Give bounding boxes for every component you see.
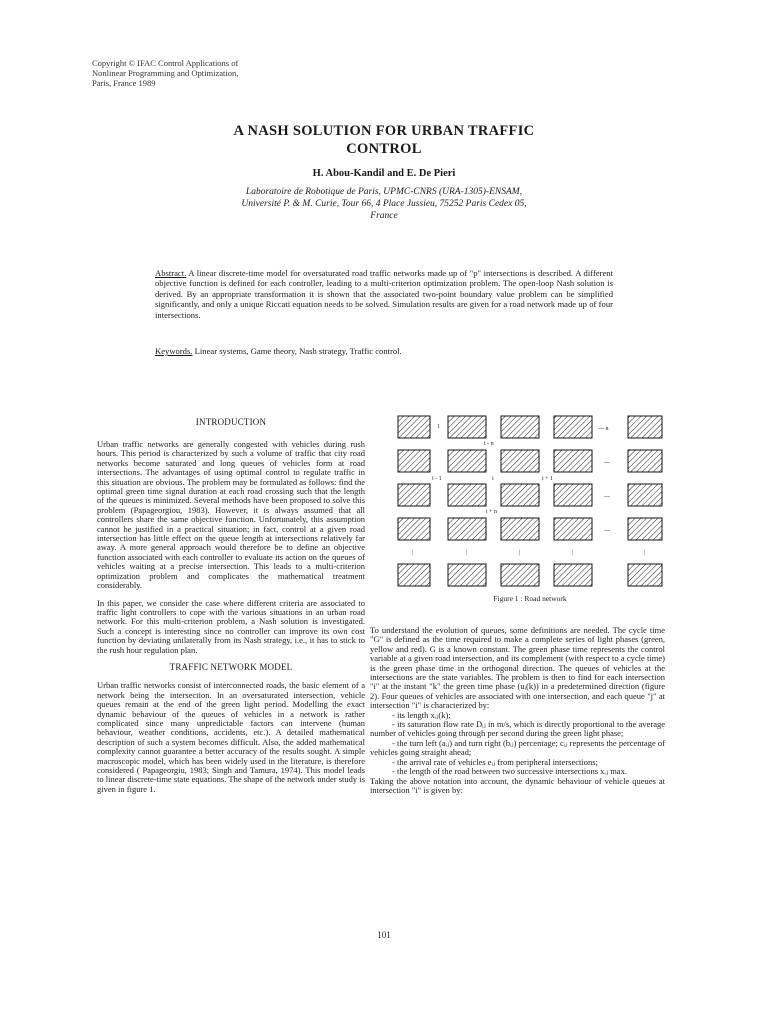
figure-label-1: 1 <box>437 424 440 430</box>
affiliation-line: Laboratoire de Robotique de Paris, UPMC-CNRS (URA-1305)-ENSAM, <box>245 187 523 197</box>
definition-item: - its saturation flow rate Dᵢⱼ in m/s, which is directly proportional to the average number of vehicles going through per second during the green light phase; <box>370 719 665 739</box>
road-network-figure <box>396 412 664 607</box>
abstract-label: Abstract. <box>155 268 187 278</box>
block-row-5 <box>398 564 662 586</box>
city-block <box>628 484 662 506</box>
affiliation-line: Université P. & M. Curie, Tour 66, 4 Place Jussieu, 75252 Paris Cedex 05, <box>241 199 527 209</box>
figure-label-bar: | <box>519 550 521 556</box>
title-line: A NASH SOLUTION FOR URBAN TRAFFIC <box>233 123 535 139</box>
definition-item: - the turn left (aᵢⱼ) and turn right (bᵢⱼ) percentage; cᵢⱼ represents the percentage of vehicles going straight ahead; <box>370 737 665 758</box>
copyright-line: Copyright © IFAC Control Applications of <box>92 58 239 68</box>
figure-label-dots: --- <box>604 528 610 534</box>
city-block <box>501 484 539 506</box>
city-block <box>501 416 539 438</box>
paper-title <box>0 122 768 158</box>
figure-label-i-1: i - 1 <box>432 476 442 482</box>
block-row-3 <box>398 484 662 506</box>
figure-label-i+1: i + 1 <box>542 476 554 482</box>
city-block <box>554 416 592 438</box>
left-column <box>97 440 365 802</box>
figure-label-i+n: i + n <box>486 509 498 515</box>
city-block <box>628 416 662 438</box>
definition-item: - the arrival rate of vehicles eᵢⱼ from peripheral intersections; <box>392 756 598 767</box>
intro-paragraph-1: Urban traffic networks are generally congested with vehicles during rush hours. This period is characterized by such a volume of traffic that city road networks become saturated and long queues of vehicles form at road intersections. The advantages of using optimal control to regulate traffic in this situation are obvious. The problem may be formulated as follows: find the optimal green time signal duration at each road crossing such that the length of the queues is minimized. Several methods have been proposed to solve this problem (Papageorgiou, 1983). However, it is always assumed that all controllers share the same objective function. Unfortunately, this assumption cannot be justified in a practical situation; in fact, control at a given road intersection has little effect on the queue length at intersections relatively far away. A more general approach would therefore be to define an objective function associated with each controller to evaluate its action on the queues of vehicles waiting at a precise intersection. This leads to a multi-criterion optimization problem and complicates the mathematical treatment considerably. <box>97 439 365 591</box>
city-block <box>554 564 592 586</box>
city-block <box>448 518 486 540</box>
figure-label-dots: --- <box>604 494 610 500</box>
model-paragraph-1: Urban traffic networks consist of interconnected roads, the basic element of a network being the intersection. In an oversaturated intersection, vehicle queues remain at the end of the green light period. Modelling the exact dynamic behaviour of the queues of vehicles in a network is rather complicated since many unpredictable factors can intervene (human behaviour, weather conditions, accidents, etc.). A detailed mathematical description of such a system becomes difficult. Also, the added mathematical complexity cannot guarantee a better accuracy of the results sought. A simple macroscopic model, which has been widely used in the literature, is therefore considered ( Papageorgiu, 1983; Singh and Tamura, 1974). This model leads to linear discrete-time state equations. The shape of the network under study is given in figure 1. <box>97 680 365 794</box>
section-heading-traffic-network-model: TRAFFIC NETWORK MODEL <box>169 661 293 672</box>
page-number: 101 <box>377 930 391 940</box>
city-block <box>448 564 486 586</box>
figure-label-bar: | <box>572 550 574 556</box>
keywords <box>155 346 613 356</box>
abstract-text: A linear discrete-time model for oversaturated road traffic networks made up of "p" intersections is described. A different objective function is defined for each controller, leading to a multi-criterion optimization problem. The open-loop Nash solution is derived. By an appropriate transformation it is shown that the associated two-point boundary value problem can be simplified significantly, and only a unique Riccati equation needs to be solved. Simulation results are given for a road network made up of four intersections. <box>155 268 613 320</box>
copyright-line: Nonlinear Programming and Optimization, <box>92 68 239 78</box>
keywords-text: Linear systems, Game theory, Nash strategy, Traffic control. <box>192 346 402 356</box>
city-block <box>554 518 592 540</box>
figure-caption: Figure 1 : Road network <box>493 594 567 603</box>
figure-label-bar: | <box>466 550 468 556</box>
city-block <box>398 450 430 472</box>
figure-label-bar: | <box>412 550 414 556</box>
authors: H. Abou-Kandil and E. De Pieri <box>312 168 456 179</box>
intro-paragraph-2: In this paper, we consider the case where different criteria are associated to traffic light controllers to cope with the various situations in an urban road network. For this multi-criterion problem, a Nash solution is investigated. Such a concept is interesting since no controller can improve its own cost function by deviating unilaterally from its Nash strategy, i.e., it has to stick to the rush hour regulation plan. <box>97 597 365 655</box>
keywords-label: Keywords. <box>155 346 193 356</box>
city-block <box>398 518 430 540</box>
section-heading-introduction: INTRODUCTION <box>195 417 267 427</box>
affiliation <box>0 186 768 222</box>
right-column <box>370 626 665 803</box>
right-paragraph-2: Taking the above notation into account, the dynamic behaviour of vehicle queues at intersection "i" is given by: <box>370 775 665 795</box>
city-block <box>448 416 486 438</box>
affiliation-line: France <box>370 211 398 221</box>
city-block <box>398 484 430 506</box>
block-row-4 <box>398 518 662 540</box>
city-block <box>628 450 662 472</box>
city-block <box>554 484 592 506</box>
city-block <box>501 518 539 540</box>
city-block <box>554 450 592 472</box>
city-block <box>628 518 662 540</box>
figure-label-n: --- n <box>598 426 609 432</box>
figure-label-dots: --- <box>604 460 610 466</box>
figure-label-i: i <box>492 476 494 482</box>
city-block <box>501 450 539 472</box>
city-block <box>448 484 486 506</box>
copyright-notice <box>92 58 238 88</box>
city-block <box>398 564 430 586</box>
figure-label-bar: | <box>644 550 646 556</box>
definition-item: - its length xᵢⱼ(k); <box>392 709 451 720</box>
definition-item: - the length of the road between two successive intersections xᵢⱼ max. <box>392 766 627 777</box>
copyright-line: Paris, France 1989 <box>92 78 156 88</box>
city-block <box>398 416 430 438</box>
figure-label-i-n: i - n <box>484 441 494 447</box>
title-line: CONTROL <box>346 141 422 157</box>
right-paragraph-1: To understand the evolution of queues, some definitions are needed. The cycle time "G" is defined as the time required to make a complete series of light phases (green, yellow and red). G is a known constant. The green phase time represents the control variable at a given road intersection, and its complement (with respect to a cycle time) is the green phase time in the orthogonal direction. The queues of vehicles at the intersections are the state variables. The problem is then to find for each intersection "i" at the instant "k" the green time phase (uᵢ(k)) in a predetermined direction (figure 2). Four queues of vehicles are associated with one intersection, and each queue "j" at intersection "i" is characterized by: <box>370 625 665 711</box>
city-block <box>448 450 486 472</box>
abstract <box>155 268 613 320</box>
block-row-2 <box>398 450 662 472</box>
intro-heading-wrap <box>97 418 365 436</box>
city-block <box>501 564 539 586</box>
city-block <box>628 564 662 586</box>
